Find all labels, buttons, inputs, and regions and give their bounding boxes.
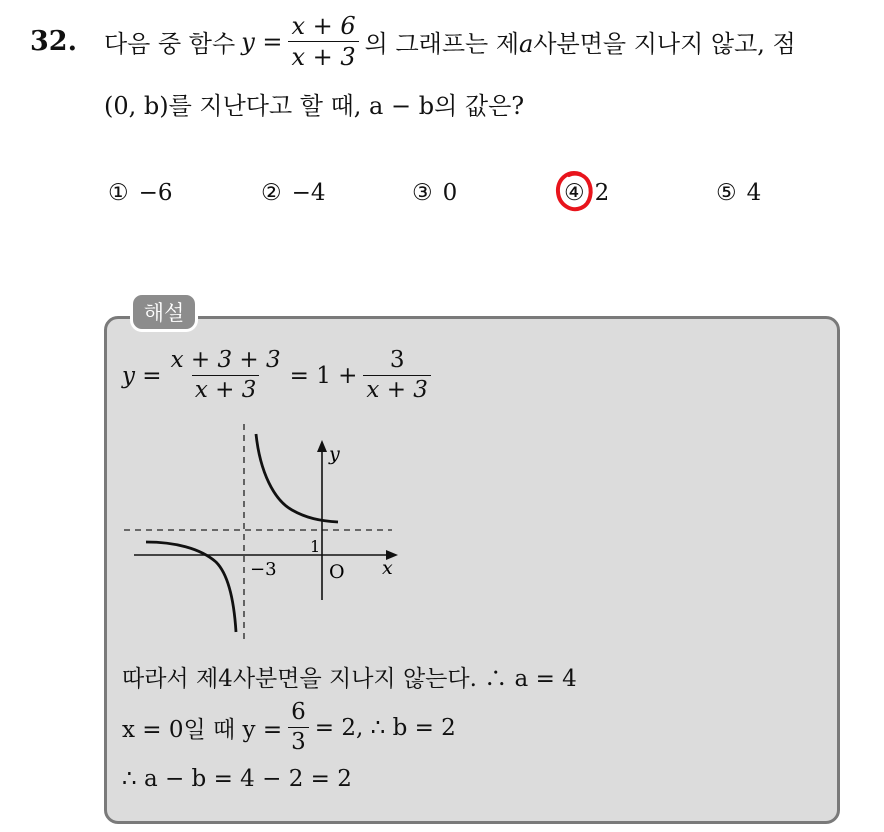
x-tick-label: −3: [250, 559, 277, 580]
choice-3[interactable]: ③ 0: [412, 180, 458, 206]
solution-line-1: 따라서 제4사분면을 지나지 않는다. ∴ a = 4: [122, 666, 577, 692]
solution-tab-label: 해설: [130, 292, 198, 332]
eq1-mid: = 1 +: [289, 362, 358, 389]
eq1-fraction-1: $\frac{x + 3 + 3}{x + 3}$: [170, 347, 281, 404]
y-axis-label: y: [329, 443, 340, 465]
y-tick-label: 1: [310, 537, 321, 556]
question-text-middle: 의 그래프는 제a사분면을 지나지 않고, 점: [364, 30, 796, 59]
curve-upper-right: [256, 434, 338, 522]
eq1-fraction-2: $\frac{3}{x + 3}$: [363, 348, 431, 404]
y-axis-arrow: [317, 440, 327, 452]
function-lhs: y =: [241, 27, 283, 56]
function-numerator: x + 6: [291, 12, 356, 40]
question-line-1: [104, 13, 796, 71]
question-text-before: 다음 중 함수: [104, 30, 236, 59]
choice-5[interactable]: ⑤ 4: [716, 180, 762, 206]
question-number: 32.: [30, 26, 77, 57]
choice-1[interactable]: ① −6: [108, 180, 173, 206]
function-fraction: [288, 13, 358, 71]
choice-2[interactable]: ② −4: [261, 180, 326, 206]
hyperbola-graph: [124, 422, 404, 644]
choice-4[interactable]: ④ 2: [564, 180, 610, 206]
x-axis-label: x: [382, 557, 393, 579]
answer-circle-mark: [553, 168, 595, 214]
question-line-2: (0, b)를 지난다고 할 때, a − b의 값은?: [104, 92, 525, 120]
solution-line-2: x = 0일 때 y = $\frac{6}{3}$ = 2, ∴ b = 2: [122, 699, 456, 756]
origin-label: O: [329, 561, 345, 583]
eq1-lhs: y =: [122, 362, 162, 389]
line2-fraction: $\frac{6}{3}$: [288, 700, 309, 756]
solution-equation-1: [122, 348, 431, 404]
solution-line-3: ∴ a − b = 4 − 2 = 2: [122, 766, 352, 792]
function-denominator: x + 3: [288, 41, 358, 70]
